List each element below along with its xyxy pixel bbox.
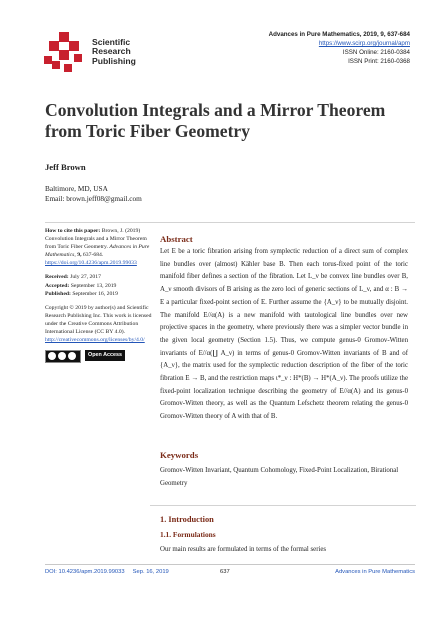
journal-url-link[interactable]: https://www.scirp.org/journal/apm <box>318 40 410 47</box>
copyright-block <box>45 304 157 344</box>
author-email: Email: brown.jeff08@gmail.com <box>45 193 142 203</box>
section-divider <box>150 505 416 506</box>
page-footer <box>45 564 415 576</box>
paper-title: Convolution Integrals and a Mirror Theorem from Toric Fiber Geometry <box>45 100 386 141</box>
section-heading-introduction: 1. Introduction <box>160 515 214 524</box>
keywords-heading: Keywords <box>160 450 199 460</box>
cite-text: Brown, J. (2019) Convolution Integrals and a Mirror Theorem from Toric Fiber Geometry. <box>45 228 147 251</box>
license-link[interactable]: http://creativecommons.org/licenses/by/4.0/ <box>45 337 145 344</box>
received-date: July 27, 2017 <box>70 274 101 281</box>
cite-journal: Advances in Pure Mathematics, <box>45 244 150 259</box>
issn-online: ISSN Online: 2160-0384 <box>342 49 410 56</box>
published-label: Published: <box>45 290 71 297</box>
publisher-line-1: Scientific <box>92 37 131 47</box>
publisher-line-3: Publishing <box>92 55 136 66</box>
footer-date: Sep. 16, 2019 <box>132 569 169 575</box>
affiliation-block <box>45 184 142 203</box>
cite-volume: 9, <box>77 252 82 259</box>
open-access-badge[interactable]: Open Access <box>85 350 125 361</box>
footer-doi: DOI: 10.4236/apm.2019.99033 <box>45 569 125 575</box>
keywords-text: Gromov-Witten Invariant, Quantum Cohomology, Fixed-Point Localization, Birational Geometry <box>160 467 399 487</box>
cite-label: How to cite this paper: <box>45 228 101 234</box>
journal-citation-line: Advances in Pure Mathematics, 2019, 9, 637-684 <box>268 31 410 38</box>
publisher-name <box>92 38 136 66</box>
copyright-text: Copyright © 2019 by author(s) and Scientific Research Publishing Inc. This work is licensed under the Creative Commons Attribution International License (CC BY 4.0). <box>45 304 152 336</box>
header-divider <box>45 222 415 223</box>
subsection-heading-formulations: 1.1. Formulations <box>160 530 216 539</box>
citation-block <box>45 227 157 267</box>
accepted-label: Accepted: <box>45 282 70 289</box>
footer-doi-date <box>45 569 169 575</box>
cc-by-badge-icon[interactable] <box>45 350 81 363</box>
affiliation: Baltimore, MD, USA <box>45 184 108 193</box>
dates-block <box>45 273 157 297</box>
doi-link[interactable]: https://doi.org/10.4236/apm.2019.99033 <box>45 260 137 267</box>
published-date: September 16, 2019 <box>72 290 118 297</box>
abstract-text: Let E be a toric fibration arising from symplectic reduction of a direct sum of complex line bundles over (almost) Kähler base B. Then each torus-fixed point of the toric manifold fiber defines a section of the fibration. Let L_ν be convex line bundles over B, A_ν smooth divisors of B arising as the zero loci of generic sections of L_ν, and α : B → E a particular fixed-point section of E. Further assume the {A_ν} to be mutually disjoint. The manifold E//α(A) is a new manifold with tautological line bundles over new projective spaces in the geometry, where previously there was a simpler vector bundle in the given local geometry (Section 1.5). Thus, we compute genus-0 Gromov-Witten invariants of E//α(∐ A_ν) in terms of genus-0 Gromov-Witten invariants of B and of {A_ν}, the matrix used for the symplectic reduction description of the fiber of the toric fibration E → B, and the restriction maps ι*_ν : H*(B) → H*(A_ν). The proofs utilize the fixed-point localization technique describing the geometry of E//α(A) and its genus-0 Gromov-Witten theory, as well as the Quantum Lefschetz theorem relating the genus-0 Gromov-Witten theory of A with that of B. <box>160 248 408 421</box>
page-number: 637 <box>220 569 230 575</box>
license-badges <box>45 350 157 363</box>
abstract-heading: Abstract <box>160 234 193 244</box>
cite-pages: 637-684. <box>82 252 104 259</box>
publisher-line-2: Research <box>92 46 131 57</box>
scirp-logo <box>44 32 88 76</box>
issn-print: ISSN Print: 2160-0368 <box>348 58 410 65</box>
footer-journal: Advances in Pure Mathematics <box>335 569 415 575</box>
journal-info <box>269 30 410 66</box>
received-label: Received: <box>45 274 69 281</box>
article-sidebar <box>45 227 157 363</box>
accepted-date: September 13, 2019 <box>70 282 117 289</box>
author-name: Jeff Brown <box>45 162 86 172</box>
body-text: Our main results are formulated in terms of the formal series <box>160 546 327 553</box>
